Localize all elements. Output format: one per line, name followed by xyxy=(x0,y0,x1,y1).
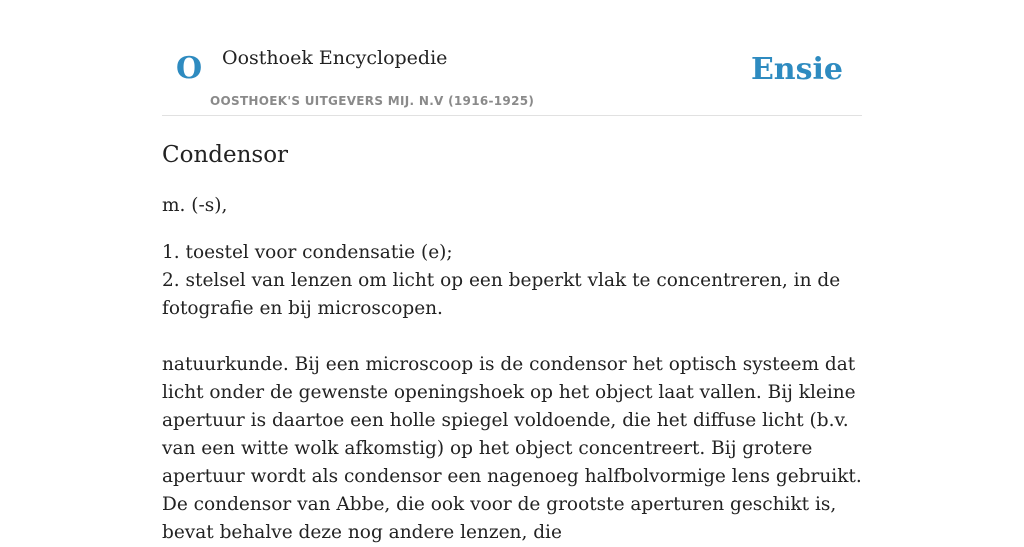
site-logo[interactable]: Ensie xyxy=(750,52,843,87)
entry-article-text: natuurkunde. Bij een microscoop is de condensor het optisch systeem dat licht onder de gewenste openingshoek op het object laat vallen. Bij kleine apertuur is daartoe een holle spiegel voldoende, die het diffuse licht (b.v. van een witte wolk afkomstig) op het object concentreert. Bij grotere apertuur wordt als condensor een nagenoeg halfbolvormige lens gebruikt. De condensor van Abbe, die ook voor de grootste aperturen geschikt is, bevat behalve deze nog andere lenzen, die xyxy=(162,354,862,543)
source-logo-letter[interactable]: O xyxy=(176,51,203,86)
page xyxy=(162,0,862,543)
definition-item: 2. stelsel van lenzen om licht op een beperkt vlak te concentreren, in de fotografie en bij microscopen. xyxy=(162,270,841,319)
source-header xyxy=(162,0,862,116)
definition-item: 1. toestel voor condensatie (e); xyxy=(162,242,453,263)
entry-definitions xyxy=(162,239,862,323)
entry-grammar: m. (-s), xyxy=(162,195,228,216)
source-publisher: OOSTHOEK'S UITGEVERS MIJ. N.V (1916-1925) xyxy=(210,94,535,108)
entry-title: Condensor xyxy=(162,142,289,168)
source-title-link[interactable]: Oosthoek Encyclopedie xyxy=(222,47,448,69)
